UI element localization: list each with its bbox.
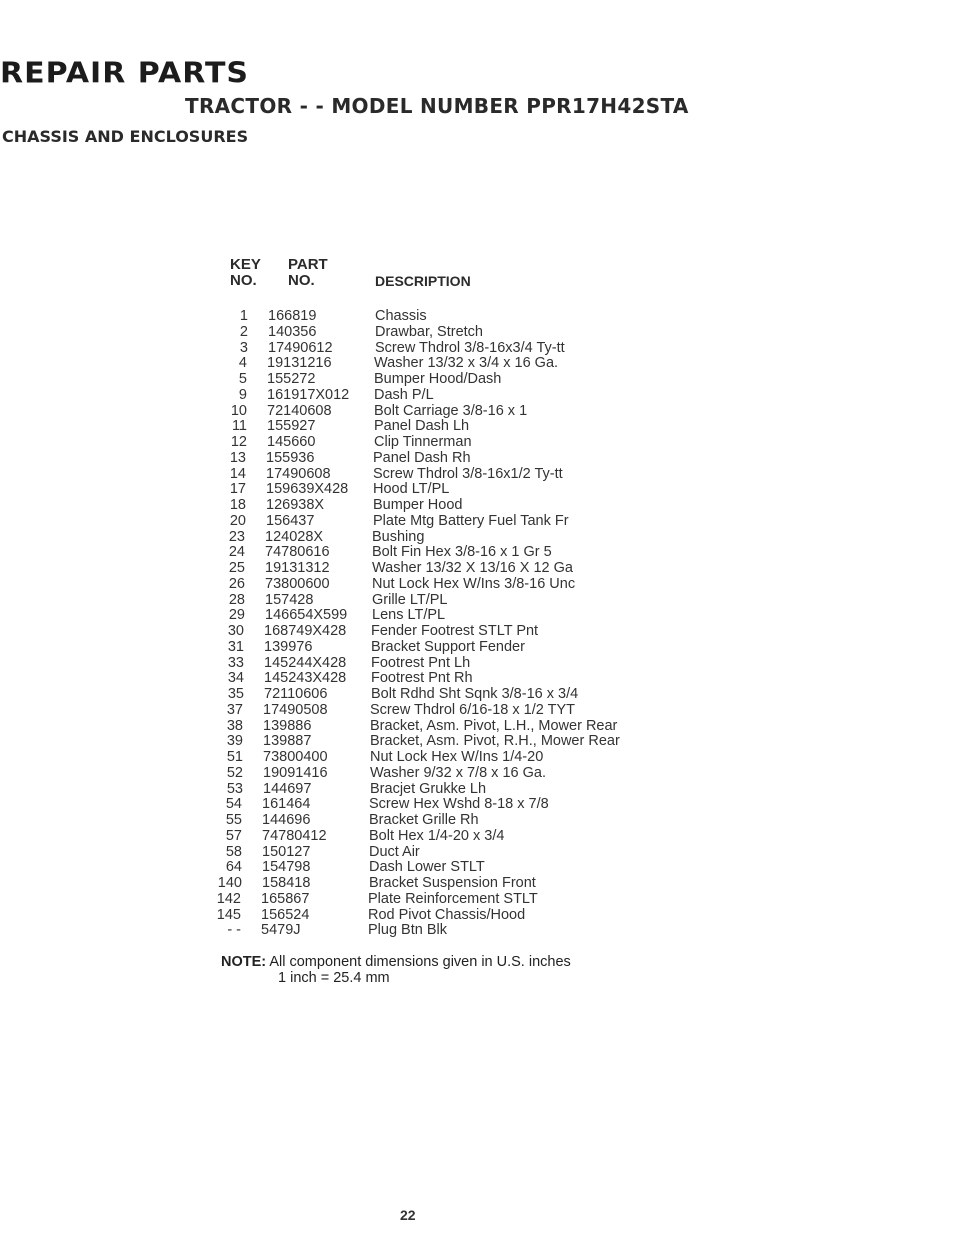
key-number: 35	[227, 686, 244, 702]
part-number: 158418	[262, 875, 311, 891]
key-number: 9	[238, 386, 247, 403]
table-row	[0, 782, 700, 798]
key-number: 23	[228, 528, 245, 545]
note-text: All component dimensions given in U.S. inches	[269, 954, 571, 970]
key-number: 51	[226, 749, 243, 765]
table-row	[0, 530, 700, 546]
part-description: Screw Thdrol 3/8-16x3/4 Ty-tt	[375, 339, 565, 356]
part-description: Bracket, Asm. Pivot, R.H., Mower Rear	[370, 733, 620, 750]
key-number: 53	[226, 780, 243, 797]
table-row	[0, 892, 700, 908]
column-header-description: DESCRIPTION	[375, 273, 471, 289]
part-description: Bracket Grille Rh	[369, 812, 479, 828]
table-row	[0, 908, 700, 924]
part-description: Washer 9/32 x 7/8 x 16 Ga.	[370, 764, 546, 781]
part-description: Plug Btn Blk	[368, 922, 447, 939]
table-row	[0, 624, 700, 640]
key-number: 58	[225, 843, 242, 860]
table-row	[0, 750, 700, 766]
table-row	[0, 593, 700, 609]
table-row	[0, 829, 700, 845]
part-number: 73800600	[265, 575, 330, 592]
model-subtitle: TRACTOR - - MODEL NUMBER PPR17H42STA	[185, 94, 689, 118]
part-number: 166819	[268, 308, 317, 324]
key-number: 29	[228, 607, 245, 624]
part-description: Bolt Hex 1/4-20 x 3/4	[369, 827, 505, 844]
table-row	[0, 766, 700, 782]
part-description: Lens LT/PL	[372, 607, 446, 624]
key-number: 34	[227, 670, 244, 687]
part-number: 161464	[262, 796, 311, 813]
key-number: 24	[228, 544, 245, 561]
part-number: 74780412	[262, 827, 327, 844]
key-number: 13	[229, 449, 246, 466]
part-description: Screw Thdrol 3/8-16x1/2 Ty-tt	[373, 465, 563, 482]
part-description: Bracjet Grukke Lh	[370, 780, 487, 797]
part-number: 145244X428	[264, 654, 347, 671]
part-description: Washer 13/32 x 3/4 x 16 Ga.	[374, 355, 559, 372]
table-row	[0, 687, 700, 703]
key-number: 55	[225, 812, 242, 828]
part-number: 19131216	[267, 355, 332, 372]
part-number: 157428	[265, 591, 314, 608]
part-description: Bumper Hood/Dash	[374, 371, 502, 387]
part-number: 74780616	[265, 544, 330, 561]
parts-table	[0, 309, 700, 939]
part-number: 144696	[262, 812, 311, 828]
table-row	[0, 372, 700, 388]
part-number: 139976	[264, 638, 313, 655]
key-number: 54	[225, 796, 242, 813]
part-description: Hood LT/PL	[373, 481, 450, 498]
table-row	[0, 325, 700, 341]
part-number: 161917X012	[267, 386, 350, 403]
key-number: - -	[227, 922, 241, 939]
part-number: 154798	[262, 859, 311, 876]
part-number: 145243X428	[264, 670, 347, 687]
key-number: 12	[230, 434, 247, 450]
part-number: 139886	[263, 717, 312, 734]
key-number: 39	[226, 733, 243, 750]
part-number: 155272	[267, 371, 316, 387]
part-number: 72140608	[267, 402, 332, 419]
table-row	[0, 309, 700, 325]
part-number: 124028X	[265, 528, 324, 545]
part-description: Bracket Suspension Front	[369, 875, 536, 891]
part-description: Panel Dash Lh	[374, 418, 470, 435]
part-number: 5479J	[261, 922, 301, 939]
table-row	[0, 813, 700, 829]
table-row	[0, 514, 700, 530]
part-description: Nut Lock Hex W/Ins 3/8-16 Unc	[372, 575, 576, 592]
key-number: 37	[226, 701, 243, 718]
part-number: 126938X	[266, 497, 325, 513]
part-description: Grille LT/PL	[372, 591, 448, 608]
key-number: 14	[229, 465, 246, 482]
part-description: Chassis	[375, 308, 427, 324]
part-description: Dash Lower STLT	[369, 859, 485, 876]
key-number: 3	[239, 339, 248, 356]
column-header-part: PART	[288, 256, 328, 273]
key-number: 30	[227, 623, 244, 639]
table-row	[0, 734, 700, 750]
table-row	[0, 845, 700, 861]
part-description: Screw Hex Wshd 8-18 x 7/8	[369, 796, 549, 813]
table-row	[0, 467, 700, 483]
section-heading: CHASSIS AND ENCLOSURES	[2, 127, 249, 146]
part-number: 17490508	[263, 701, 328, 718]
part-description: Plate Reinforcement STLT	[368, 890, 538, 907]
part-description: Bushing	[372, 528, 425, 545]
part-number: 156437	[266, 512, 315, 529]
part-number: 139887	[263, 733, 312, 750]
column-header-key-no: NO.	[230, 272, 257, 289]
column-header-part-no: NO.	[288, 272, 315, 289]
part-number: 155936	[266, 449, 315, 466]
table-row	[0, 608, 700, 624]
part-number: 145660	[267, 434, 316, 450]
key-number: 57	[225, 827, 242, 844]
key-number: 142	[216, 890, 241, 907]
key-number: 20	[229, 512, 246, 529]
part-description: Duct Air	[369, 843, 420, 860]
table-row	[0, 923, 700, 939]
part-description: Panel Dash Rh	[373, 449, 471, 466]
key-number: 11	[231, 418, 247, 435]
part-number: 17490612	[268, 339, 333, 356]
key-number: 5	[238, 371, 247, 387]
table-row	[0, 703, 700, 719]
table-row	[0, 451, 700, 467]
table-row	[0, 577, 700, 593]
table-row	[0, 860, 700, 876]
part-number: 155927	[267, 418, 316, 435]
part-number: 165867	[261, 890, 310, 907]
table-row	[0, 388, 700, 404]
key-number: 4	[238, 355, 247, 372]
table-row	[0, 797, 700, 813]
part-description: Screw Thdrol 6/16-18 x 1/2 TYT	[370, 701, 575, 718]
key-number: 1	[239, 308, 248, 324]
key-number: 52	[226, 764, 243, 781]
part-number: 17490608	[266, 465, 331, 482]
table-row	[0, 876, 700, 892]
part-description: Dash P/L	[374, 386, 434, 403]
part-description: Bolt Carriage 3/8-16 x 1	[374, 402, 528, 419]
key-number: 26	[228, 575, 245, 592]
part-number: 168749X428	[264, 623, 347, 639]
part-description: Fender Footrest STLT Pnt	[371, 623, 539, 639]
part-description: Clip Tinnerman	[374, 434, 472, 450]
key-number: 64	[225, 859, 242, 876]
table-row	[0, 545, 700, 561]
note-conversion: 1 inch = 25.4 mm	[278, 970, 390, 986]
key-number: 28	[228, 591, 245, 608]
key-number: 38	[226, 717, 243, 734]
part-number: 144697	[263, 780, 312, 797]
column-header-key: KEY	[230, 256, 261, 273]
part-number: 159639X428	[266, 481, 349, 498]
part-description: Footrest Pnt Lh	[371, 654, 471, 671]
key-number: 145	[216, 906, 241, 923]
part-description: Bolt Rdhd Sht Sqnk 3/8-16 x 3/4	[371, 686, 579, 702]
part-description: Bracket Support Fender	[371, 638, 525, 655]
part-number: 146654X599	[265, 607, 348, 624]
part-description: Bumper Hood	[373, 497, 463, 513]
table-row	[0, 435, 700, 451]
table-row	[0, 404, 700, 420]
page-number: 22	[400, 1207, 416, 1223]
page-title: REPAIR PARTS	[0, 56, 250, 91]
key-number: 33	[227, 654, 244, 671]
table-row	[0, 482, 700, 498]
table-row	[0, 671, 700, 687]
key-number: 17	[229, 481, 246, 498]
table-row	[0, 498, 700, 514]
table-row	[0, 640, 700, 656]
key-number: 2	[239, 323, 248, 340]
part-description: Drawbar, Stretch	[375, 323, 483, 340]
table-row	[0, 419, 700, 435]
part-number: 19131312	[265, 560, 330, 576]
part-description: Nut Lock Hex W/Ins 1/4-20	[370, 749, 544, 765]
key-number: 25	[228, 560, 245, 576]
part-description: Bracket, Asm. Pivot, L.H., Mower Rear	[370, 717, 618, 734]
key-number: 31	[227, 638, 244, 655]
table-row	[0, 561, 700, 577]
part-number: 19091416	[263, 764, 328, 781]
table-row	[0, 656, 700, 672]
note-label: NOTE:	[221, 954, 267, 970]
part-number: 156524	[261, 906, 310, 923]
part-description: Washer 13/32 X 13/16 X 12 Ga	[372, 560, 573, 576]
part-number: 73800400	[263, 749, 328, 765]
table-row	[0, 356, 700, 372]
part-number: 150127	[262, 843, 311, 860]
part-description: Plate Mtg Battery Fuel Tank Fr	[373, 512, 569, 529]
key-number: 140	[217, 875, 242, 891]
key-number: 10	[230, 402, 247, 419]
part-number: 72110606	[264, 686, 328, 702]
part-description: Footrest Pnt Rh	[371, 670, 473, 687]
note	[221, 954, 571, 970]
key-number: 18	[229, 497, 246, 513]
table-row	[0, 341, 700, 357]
part-number: 140356	[268, 323, 317, 340]
part-description: Rod Pivot Chassis/Hood	[368, 906, 526, 923]
table-row	[0, 719, 700, 735]
part-description: Bolt Fin Hex 3/8-16 x 1 Gr 5	[372, 544, 552, 561]
